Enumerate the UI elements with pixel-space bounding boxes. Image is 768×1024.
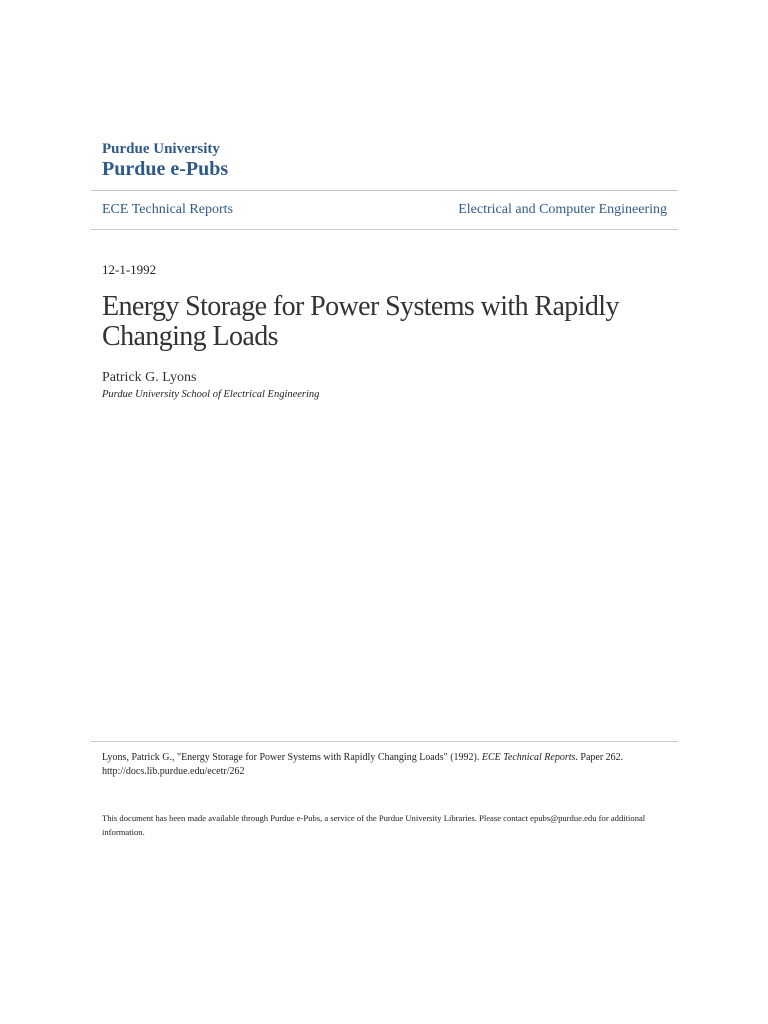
document-title: Energy Storage for Power Systems with Rapidly Changing Loads — [102, 291, 619, 352]
citation-url[interactable]: http://docs.lib.purdue.edu/ecetr/262 — [102, 766, 245, 777]
citation-text: Lyons, Patrick G., "Energy Storage for Power Systems with Rapidly Changing Loads" (1992). — [102, 752, 482, 763]
collection-navbar — [91, 190, 678, 230]
citation-paper: . Paper 262. — [575, 752, 624, 763]
department-link[interactable]: Electrical and Computer Engineering — [458, 202, 667, 217]
author-name: Patrick G. Lyons — [102, 370, 197, 385]
citation-series: ECE Technical Reports — [481, 752, 576, 763]
publication-date: 12-1-1992 — [102, 262, 157, 277]
citation-block — [102, 751, 662, 779]
brand-header — [102, 140, 228, 180]
availability-notice: This document has been made available through Purdue e-Pubs, a service of the Purdue University Libraries. Please contact epubs@purdue.edu for additional information. — [102, 813, 646, 837]
author-affiliation: Purdue University School of Electrical Engineering — [102, 389, 320, 400]
repository-name[interactable]: Purdue e-Pubs — [102, 158, 229, 180]
series-link[interactable]: ECE Technical Reports — [102, 202, 233, 217]
university-name[interactable]: Purdue University — [102, 141, 220, 157]
footer-divider — [91, 741, 678, 742]
